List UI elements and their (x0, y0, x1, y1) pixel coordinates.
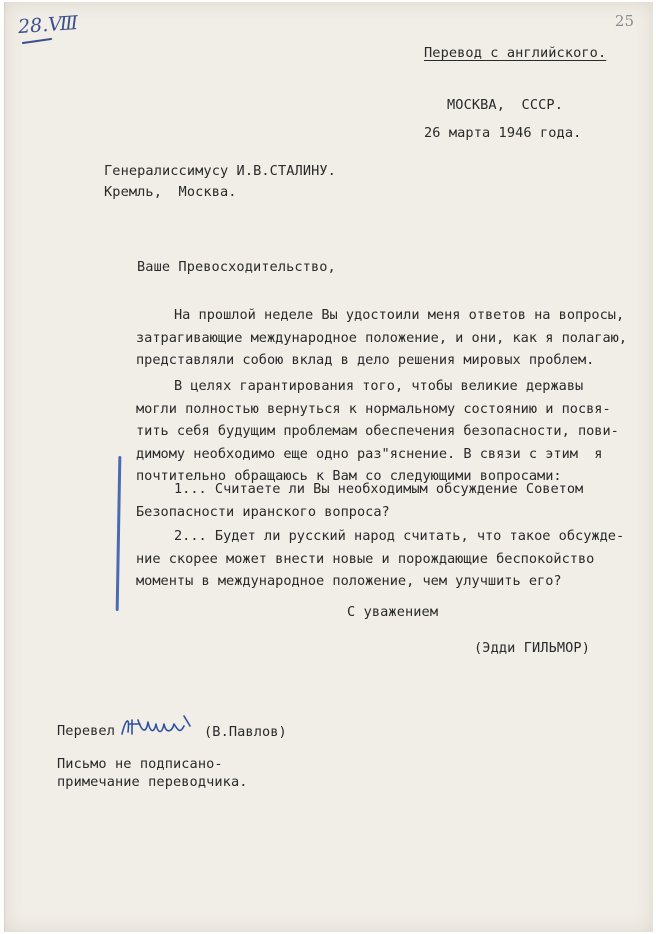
paragraph-1-line: затрагивающие международное положение, и они, как я полагаю, (136, 329, 628, 346)
paragraph-2-line: почтительно обращаюсь к Вам со следующими вопросами: (136, 468, 562, 484)
paragraph-2-line: В целях гарантирования того, чтобы великие державы (174, 378, 584, 394)
signatory-name: (Эдди ГИЛЬМОР) (474, 640, 590, 656)
question-1 (136, 478, 621, 523)
date-line: 26 марта 1946 года. (424, 125, 582, 141)
archive-number-handwritten: 28.Ⅷ (17, 11, 79, 39)
translator-signature (118, 712, 198, 742)
addressee-line-1: Генералиссимусу И.В.СТАЛИНУ. (104, 163, 336, 179)
translation-note: Перевод с английского. (424, 45, 607, 61)
paragraph-1-line: На прошлой неделе Вы удостоили меня ответов на вопросы, (174, 307, 625, 323)
question-2 (136, 525, 625, 593)
question-1-line: 1... Считаете ли Вы необходимым обсуждение Советом (174, 481, 584, 497)
paragraph-2 (136, 375, 621, 488)
paragraph-2-line: тить себя будущим проблемам обеспечения безопасности, пови- (136, 423, 619, 439)
place-line: МОСКВА, СССР. (447, 97, 563, 113)
question-2-line: ние скорее может внести новые и порождающие беспокойство (136, 550, 595, 567)
translator-note-line-2: примечание переводчика. (57, 774, 248, 790)
question-2-line: 2... Будет ли русский народ считать, что такое обсужде- (174, 528, 625, 544)
translator-name: (В.Павлов) (204, 724, 287, 740)
paragraph-2-line: димому необходимо еще одно раз"яснение. В связи с этим я (136, 445, 603, 462)
paragraph-1 (136, 304, 628, 372)
translated-by-label: Перевел (57, 723, 115, 739)
paragraph-1-line: представляли собою вклад в дело решения мировых проблем. (136, 352, 595, 368)
salutation: Ваше Превосходительство, (137, 259, 336, 275)
question-1-line: Безопасности иранского вопроса? (136, 503, 390, 520)
closing-regards: С уважением (347, 604, 439, 620)
paragraph-2-line: могли полностью вернуться к нормальному состоянию и посвя- (136, 400, 611, 417)
translator-note-line-1: Письмо не подписано- (57, 756, 223, 772)
addressee-line-2: Кремль, Москва. (104, 184, 237, 200)
page-number-handwritten: 25 (614, 12, 634, 30)
question-2-line: моменты в международное положение, чем улучшить его? (136, 573, 562, 589)
